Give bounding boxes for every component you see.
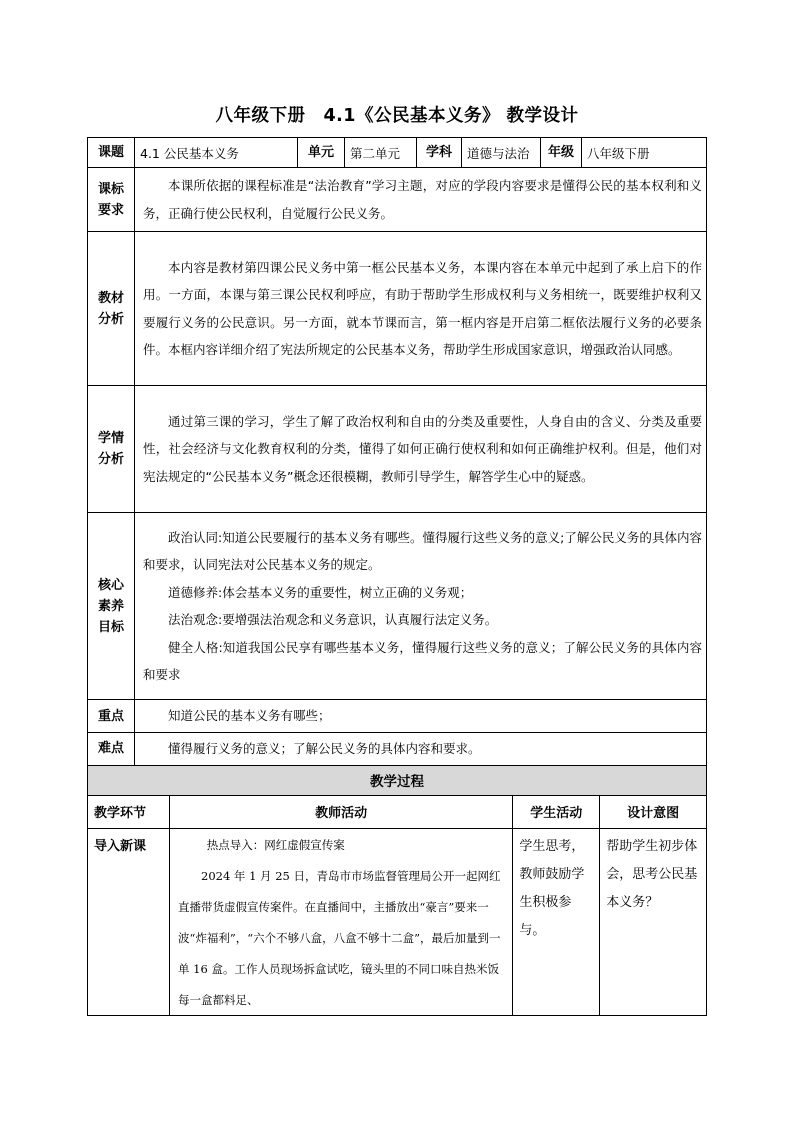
competency-item: 法治观念:要增强法治观念和义务意识，认真履行法定义务。 bbox=[168, 612, 498, 627]
topic-value: 4.1 公民基本义务 bbox=[135, 138, 298, 168]
unit-label: 单元 bbox=[298, 138, 345, 168]
competency-label: 核心 素养 目标 bbox=[88, 513, 135, 700]
competency-item: 道德修养:体会基本义务的重要性，树立正确的义务观； bbox=[168, 584, 473, 600]
difficulty-row bbox=[88, 733, 707, 766]
difficulty-text: 懂得履行义务的意义；了解公民义务的具体内容和要求。 bbox=[135, 733, 707, 766]
stage-cell: 导入新课 bbox=[88, 829, 170, 1015]
intro-row bbox=[88, 828, 707, 1015]
process-title: 教学过程 bbox=[88, 765, 707, 795]
key-point-row bbox=[88, 700, 707, 733]
material-row bbox=[88, 232, 707, 386]
competency-item: 政治认同:知道公民要履行的基本义务有哪些。懂得履行这些义务的意义;了解公民义务的具体内容和要求，认同宪法对公民基本义务的规定。 bbox=[143, 529, 702, 572]
competency-text bbox=[135, 513, 707, 700]
difficulty-label: 难点 bbox=[88, 733, 135, 766]
grade-value: 八年级下册 bbox=[582, 138, 707, 168]
design-intent-cell: 帮助学生初步体会，思考公民基本义务？ bbox=[606, 838, 698, 910]
material-text: 本内容是教材第四课公民义务中第一框公民基本义务，本课内容在本单元中起到了承上启下的作用。一方面，本课与第三课公民权利呼应，有助于帮助学生形成权利与义务相统一，既要维护权利又要履行义务的公民意识。另一方面，就本节课而言，第一框内容是开启第二框依法履行义务的必要条件。本框内容详细介绍了宪法所规定的公民基本义务，帮助学生形成国家意识，增强政治认同感。 bbox=[135, 232, 707, 386]
topic-label: 课题 bbox=[88, 138, 135, 168]
key-point-text: 知道公民的基本义务有哪些； bbox=[135, 700, 707, 733]
student-activity-cell: 学生思考，教师鼓励学生积极参与。 bbox=[513, 829, 600, 1015]
col-stage-header: 教学环节 bbox=[88, 796, 170, 828]
students-label: 学情 分析 bbox=[88, 386, 135, 513]
unit-value: 第二单元 bbox=[345, 138, 417, 168]
students-row bbox=[88, 386, 707, 513]
subject-value: 道德与法治 bbox=[462, 138, 541, 168]
competency-row bbox=[88, 513, 707, 700]
subject-label: 学科 bbox=[417, 138, 462, 168]
header-row bbox=[88, 138, 707, 168]
col-teacher-header: 教师活动 bbox=[170, 796, 513, 828]
standards-label: 课标 要求 bbox=[88, 168, 135, 232]
lesson-plan-table bbox=[87, 137, 707, 1016]
key-point-label: 重点 bbox=[88, 700, 135, 733]
material-label: 教材 分析 bbox=[88, 232, 135, 386]
standards-row bbox=[88, 168, 707, 232]
competency-item: 健全人格:知道我国公民享有哪些基本义务，懂得履行这些义务的意义；了解公民义务的具体内容和要求 bbox=[143, 639, 702, 682]
document-title: 八年级下册 4.1《公民基本义务》 教学设计 bbox=[215, 106, 579, 126]
col-student-header: 学生活动 bbox=[513, 796, 600, 828]
process-header-row bbox=[88, 795, 707, 828]
col-intent-header: 设计意图 bbox=[627, 806, 680, 821]
teacher-text: 2024 年 1 月 25 日，青岛市市场监督管理局公开一起网红直播带货虚假宣传案件。在直播间中，主播放出“豪言”要来一波“炸福利”，“六个不够八盒，八盒不够十二盒”，最后加量到一单 16 盒。工作人员现场拆盒试吃，镜头里的不同口味自热米饭每一盒都料足、 bbox=[178, 868, 501, 1007]
students-text: 通过第三课的学习，学生了解了政治权利和自由的分类及重要性，人身自由的含义、分类及重要性，社会经济与文化教育权利的分类，懂得了如何正确行使权利和如何正确维护权利。但是，他们对宪法规定的“公民基本义务”概念还很模糊，教师引导学生，解答学生心中的疑惑。 bbox=[135, 386, 707, 513]
teacher-activity-cell bbox=[170, 829, 513, 1015]
process-section-row bbox=[88, 765, 707, 795]
standards-text: 本课所依据的课程标准是“法治教育”学习主题，对应的学段内容要求是懂得公民的基本权利和义务，正确行使公民权利，自觉履行公民义务。 bbox=[135, 168, 707, 232]
teacher-heading: 热点导入：网红虚假宣传案 bbox=[206, 837, 345, 852]
grade-label: 年级 bbox=[541, 138, 582, 168]
